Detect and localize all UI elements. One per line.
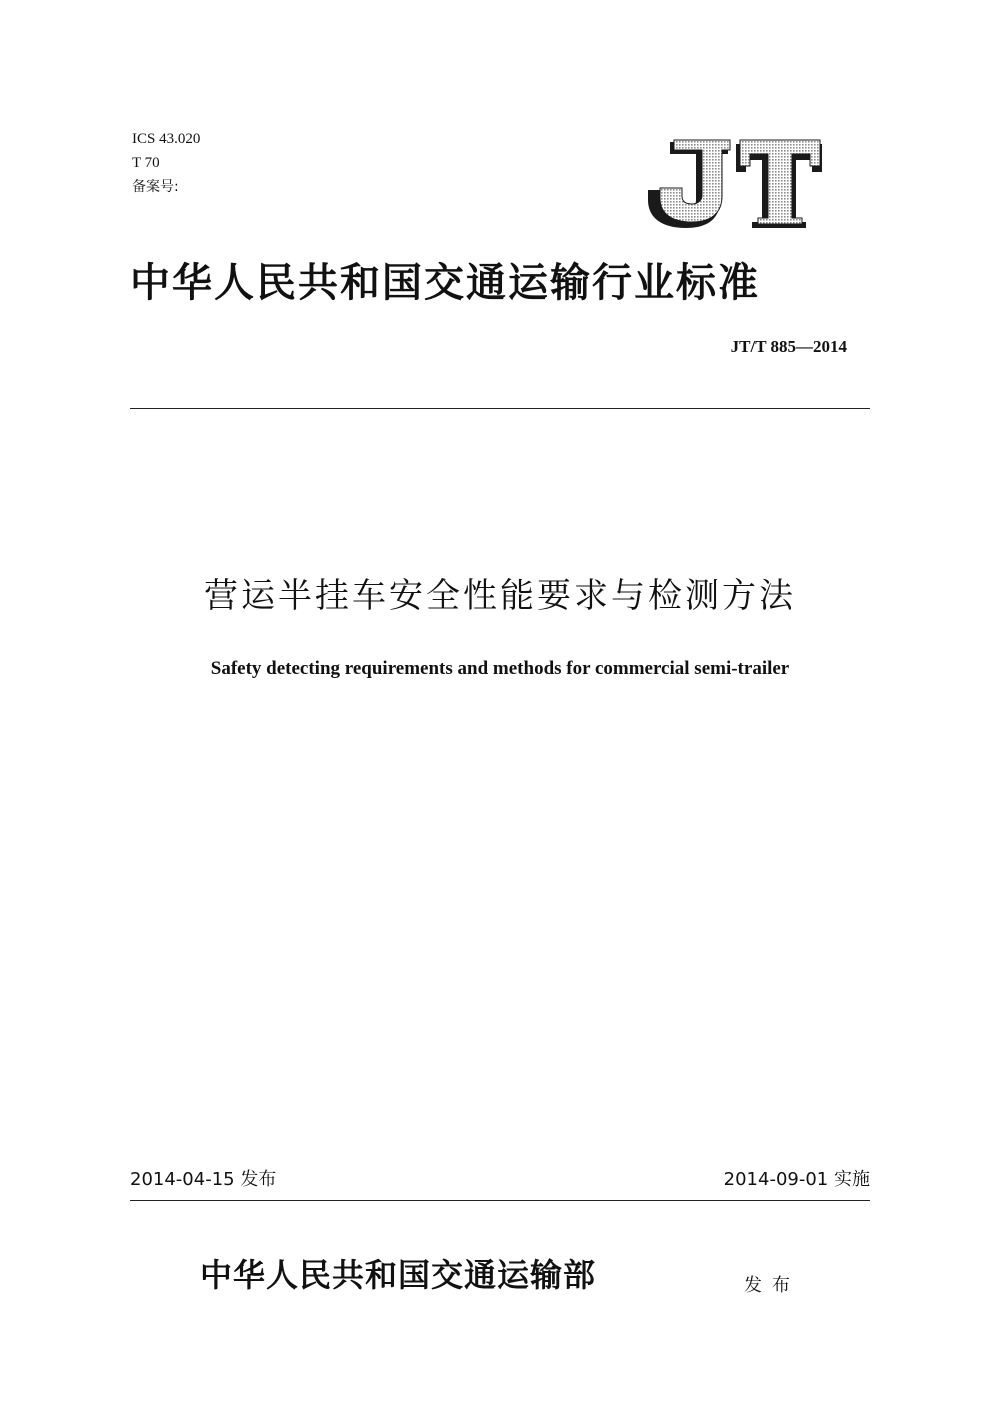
publisher-name: 中华人民共和国交通运输部 — [200, 1256, 597, 1294]
ics-code: ICS 43.020 — [132, 131, 201, 147]
document-title-chinese: 营运半挂车安全性能要求与检测方法 — [204, 576, 796, 616]
issue-date: 2014-04-15 发布 — [130, 1169, 277, 1190]
jt-logo-icon — [640, 138, 825, 230]
industry-standard-title: 中华人民共和国交通运输行业标准 — [130, 259, 760, 306]
document-title-english: Safety detecting requirements and methods for commercial semi-trailer — [210, 658, 790, 679]
jt-standard-logo — [640, 138, 825, 230]
implementation-date: 2014-09-01 实施 — [723, 1169, 870, 1190]
ccs-code: T 70 — [132, 155, 160, 171]
top-divider — [130, 408, 870, 409]
bottom-divider — [130, 1200, 870, 1201]
publish-label: 发布 — [744, 1275, 800, 1296]
filing-number-label: 备案号: — [132, 179, 179, 195]
standard-number: JT/T 885—2014 — [730, 337, 847, 356]
